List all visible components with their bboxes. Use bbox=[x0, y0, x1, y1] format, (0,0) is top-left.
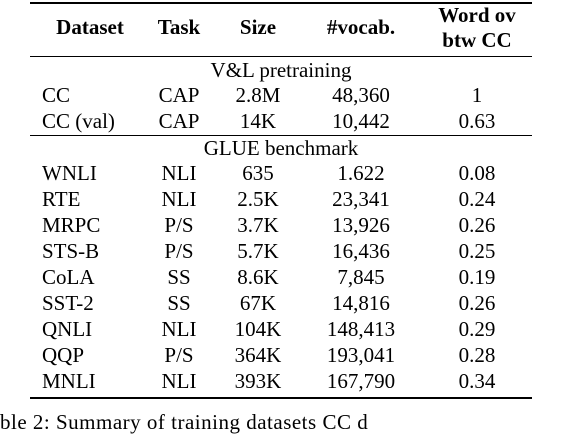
cell-dataset: CC bbox=[42, 83, 71, 107]
cell-task: P/S bbox=[164, 239, 194, 263]
cell-size: 104K bbox=[234, 317, 282, 341]
cell-dataset: QQP bbox=[42, 343, 85, 367]
cell-word-overlap: 0.29 bbox=[458, 317, 496, 341]
header-vocab: #vocab. bbox=[326, 15, 396, 39]
cell-size: 3.7K bbox=[237, 213, 279, 237]
cell-dataset: RTE bbox=[42, 187, 81, 211]
header-task: Task bbox=[157, 15, 201, 39]
cell-word-overlap: 0.63 bbox=[458, 109, 496, 133]
cell-word-overlap: 1 bbox=[471, 83, 483, 107]
header-dataset: Dataset bbox=[56, 15, 124, 39]
cell-size: 364K bbox=[234, 343, 282, 367]
cell-size: 67K bbox=[239, 291, 277, 315]
cell-word-overlap: 0.26 bbox=[458, 213, 496, 237]
section-title-glue-benchmark: GLUE benchmark bbox=[203, 136, 359, 160]
bottom-rule bbox=[30, 397, 532, 399]
cell-task: NLI bbox=[161, 187, 197, 211]
cell-size: 635 bbox=[242, 161, 274, 185]
cell-word-overlap: 0.19 bbox=[458, 265, 496, 289]
cell-size: 2.8M bbox=[235, 83, 281, 107]
cell-vocab: 13,926 bbox=[332, 213, 390, 237]
cell-vocab: 14,816 bbox=[332, 291, 390, 315]
cell-task: SS bbox=[167, 291, 191, 315]
cell-word-overlap: 0.08 bbox=[458, 161, 496, 185]
cell-size: 5.7K bbox=[237, 239, 279, 263]
cell-vocab: 193,041 bbox=[326, 343, 396, 367]
cell-vocab: 167,790 bbox=[326, 369, 396, 393]
cell-dataset: WNLI bbox=[42, 161, 97, 185]
cell-task: NLI bbox=[161, 161, 197, 185]
cell-task: NLI bbox=[161, 317, 197, 341]
cell-task: SS bbox=[167, 265, 191, 289]
cell-dataset: MRPC bbox=[42, 213, 101, 237]
cell-vocab: 10,442 bbox=[332, 109, 390, 133]
cell-task: CAP bbox=[158, 83, 200, 107]
cell-dataset: STS-B bbox=[42, 239, 100, 263]
section-title-vl-pretraining: V&L pretraining bbox=[210, 58, 352, 82]
cell-vocab: 16,436 bbox=[332, 239, 390, 263]
header-size: Size bbox=[239, 15, 277, 39]
cell-task: P/S bbox=[164, 213, 194, 237]
cell-task: P/S bbox=[164, 343, 194, 367]
cell-size: 14K bbox=[239, 109, 277, 133]
header-word-overlap-line1: Word ov bbox=[438, 3, 516, 27]
cell-vocab: 1.622 bbox=[337, 161, 385, 185]
cell-word-overlap: 0.34 bbox=[458, 369, 496, 393]
cell-task: NLI bbox=[161, 369, 197, 393]
cell-vocab: 7,845 bbox=[337, 265, 385, 289]
header-word-overlap-line2: btw CC bbox=[442, 28, 512, 52]
table-caption: ble 2: Summary of training datasets CC d bbox=[0, 410, 369, 434]
cell-dataset: SST-2 bbox=[42, 291, 94, 315]
cell-word-overlap: 0.26 bbox=[458, 291, 496, 315]
cell-size: 8.6K bbox=[237, 265, 279, 289]
cell-word-overlap: 0.28 bbox=[458, 343, 496, 367]
cell-vocab: 23,341 bbox=[332, 187, 390, 211]
cell-word-overlap: 0.24 bbox=[458, 187, 496, 211]
cell-dataset: CoLA bbox=[42, 265, 95, 289]
cell-vocab: 148,413 bbox=[326, 317, 396, 341]
cell-dataset: CC (val) bbox=[42, 109, 115, 133]
cell-task: CAP bbox=[158, 109, 200, 133]
cell-vocab: 48,360 bbox=[332, 83, 390, 107]
cell-dataset: MNLI bbox=[42, 369, 96, 393]
cell-size: 393K bbox=[234, 369, 282, 393]
cell-word-overlap: 0.25 bbox=[458, 239, 496, 263]
cell-size: 2.5K bbox=[237, 187, 279, 211]
cell-dataset: QNLI bbox=[42, 317, 93, 341]
